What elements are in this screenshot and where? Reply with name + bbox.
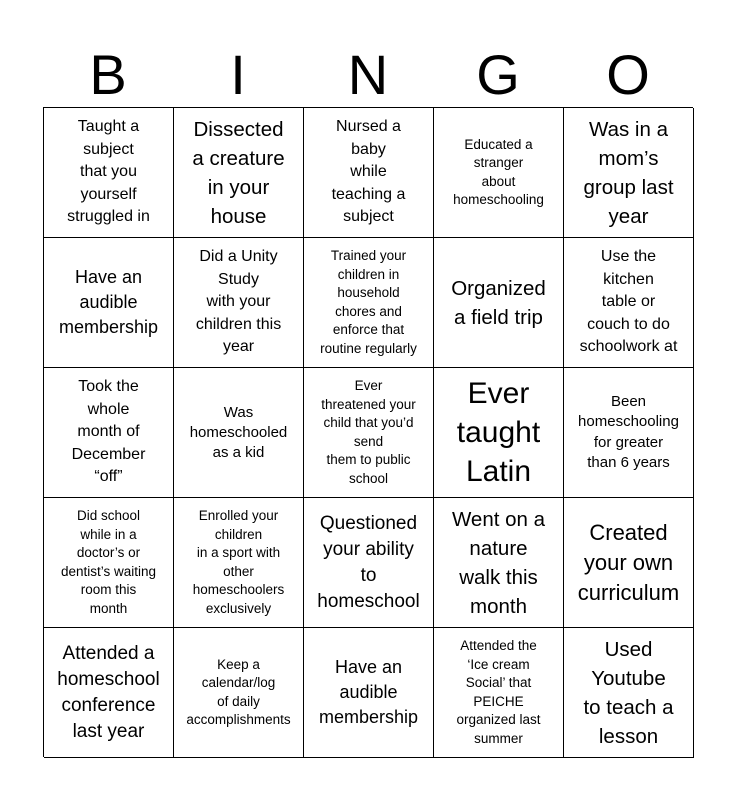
bingo-cell[interactable] [174,368,304,498]
bingo-board [43,107,693,757]
cell-text: Attended a homeschool conference last year [57,642,160,742]
bingo-cell[interactable] [304,368,434,498]
cell-text: Went on a nature walk this month [451,507,546,618]
bingo-cell[interactable] [564,368,694,498]
cell-text: Took the whole month of December “off” [71,378,146,486]
bingo-cell[interactable] [44,368,174,498]
bingo-cell[interactable] [44,628,174,758]
cell-text: Ever taught Latin [456,377,541,488]
header-letter-b: B [89,43,127,106]
cell-text: Did a Unity Study with your children this year [195,248,282,356]
cell-text: Trained your children in household chores and enforce that routine regularly [320,248,417,356]
cell-text: Questioned your ability to homeschool [317,512,420,612]
bingo-cell[interactable] [434,628,564,758]
cell-text: Been homeschooling for greater than 6 years [578,392,679,471]
cell-text: Have an audible membership [58,267,159,337]
bingo-cell[interactable] [304,498,434,628]
cell-text: Keep a calendar/log of daily accomplishments [186,656,291,727]
cell-text: Educated a stranger about homeschooling [453,136,544,207]
bingo-cell[interactable] [564,108,694,238]
bingo-cell[interactable] [174,498,304,628]
cell-text: Have an audible membership [318,657,419,727]
header-letter-g: G [476,43,520,106]
cell-text: Taught a subject that you yourself struggled in [67,118,150,226]
bingo-cell[interactable] [44,238,174,368]
bingo-header [43,42,693,108]
cell-text: Was homeschooled as a kid [189,403,288,461]
cell-text: Ever threatened your child that you’d send them to public school [321,378,416,486]
cell-text: Was in a mom’s group last year [583,117,674,228]
cell-text: Created your own curriculum [577,519,680,605]
bingo-cell[interactable] [304,108,434,238]
cell-text: Nursed a baby while teaching a subject [331,118,406,226]
bingo-cell[interactable] [564,628,694,758]
bingo-cell[interactable] [434,498,564,628]
bingo-cell[interactable] [564,498,694,628]
bingo-cell[interactable] [44,498,174,628]
bingo-cell[interactable] [44,108,174,238]
bingo-cell[interactable] [434,108,564,238]
bingo-cell[interactable] [564,238,694,368]
cell-text: Enrolled your children in a sport with other homeschoolers exclusively [192,508,285,616]
header-letter-n: N [347,43,389,106]
cell-text: Attended the ‘Ice cream Social’ that PEICHE organized last summer [456,638,541,746]
cell-text: Dissected a creature in your house [192,117,285,228]
bingo-cell[interactable] [304,238,434,368]
bingo-cell[interactable] [434,238,564,368]
bingo-cell[interactable] [434,368,564,498]
cell-text: Used Youtube to teach a lesson [583,637,674,748]
header-letter-i: I [230,43,246,106]
cell-text: Organized a field trip [451,276,546,329]
bingo-cell[interactable] [304,628,434,758]
header-letter-o: O [606,43,650,106]
cell-text: Did school while in a doctor’s or dentist’s waiting room this month [60,508,157,616]
bingo-cell[interactable] [174,628,304,758]
cell-text: Use the kitchen table or couch to do schoolwork at [579,248,678,356]
bingo-cell[interactable] [174,238,304,368]
bingo-cell[interactable] [174,108,304,238]
